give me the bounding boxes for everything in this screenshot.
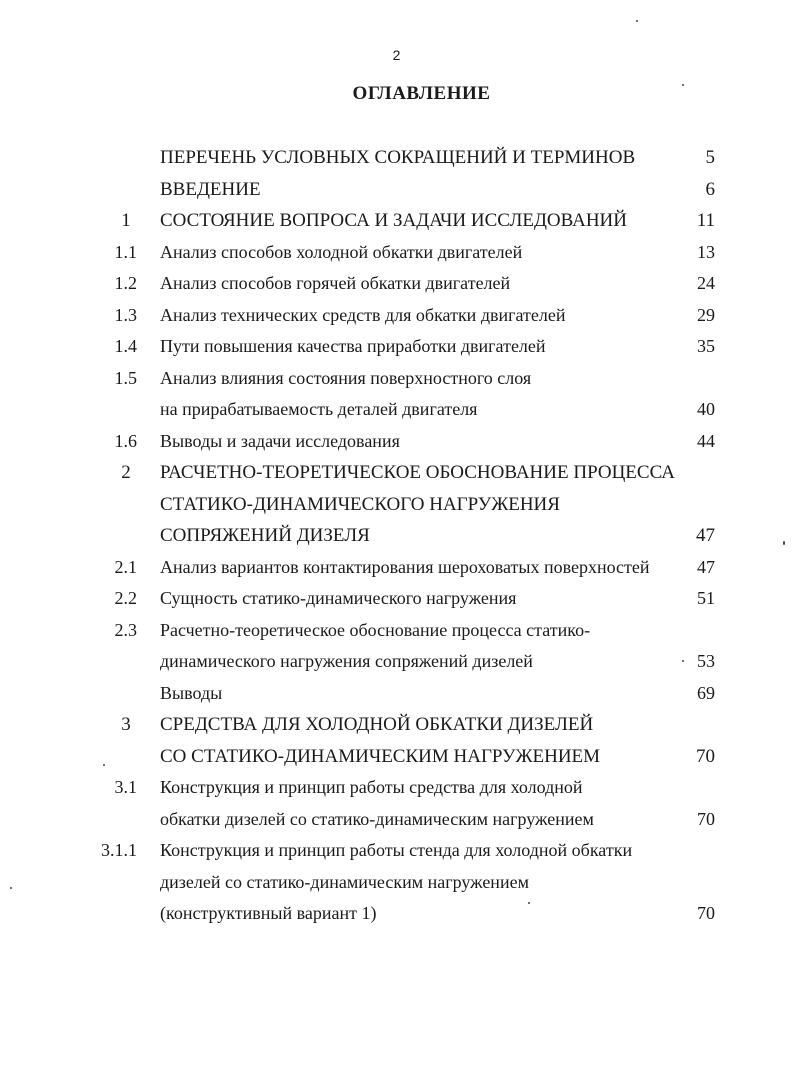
toc-entry: [0, 268, 793, 300]
toc-entry-page: 69: [697, 682, 715, 703]
toc-entry-page: 40: [697, 399, 715, 419]
toc-entry-title: РАСЧЕТНО-ТЕОРЕТИЧЕСКОЕ ОБОСНОВАНИЕ ПРОЦЕССА: [160, 462, 676, 483]
toc-entry-title: СРЕДСТВА ДЛЯ ХОЛОДНОЙ ОБКАТКИ ДИЗЕЛЕЙ: [160, 714, 594, 735]
toc-entry-title: Выводы и задачи исследования: [160, 430, 400, 451]
toc-entry: [0, 741, 793, 773]
table-of-contents: [0, 142, 793, 930]
toc-entry: [0, 520, 793, 552]
toc-entry: [0, 804, 793, 836]
toc-entry-number: 1.6: [114, 430, 137, 451]
toc-entry-page: 70: [697, 903, 715, 923]
toc-entry-page: 70: [697, 808, 715, 829]
toc-entry-page: 70: [696, 745, 715, 767]
toc-entry: [0, 772, 793, 804]
toc-entry-page: 11: [696, 210, 715, 231]
toc-entry-page: 35: [697, 336, 715, 356]
toc-entry: [0, 552, 793, 584]
toc-entry-page: 47: [696, 525, 715, 546]
toc-entry: [0, 709, 793, 741]
toc-entry-title: СО СТАТИКО-ДИНАМИЧЕСКИМ НАГРУЖЕНИЕМ: [160, 745, 601, 767]
toc-entry-page: 29: [697, 304, 715, 325]
toc-entry: [0, 394, 793, 426]
toc-entry: [0, 615, 793, 647]
toc-entry-page: 13: [697, 241, 715, 262]
toc-entry: [0, 174, 793, 206]
toc-entry-title: Конструкция и принцип работы средства для холодной: [160, 777, 583, 797]
toc-entry: [0, 835, 793, 867]
toc-entry: [0, 489, 793, 521]
page-title: ОГЛАВЛЕНИЕ: [352, 83, 491, 104]
toc-entry-number: 3.1: [114, 777, 137, 797]
toc-entry-number: 3: [121, 714, 131, 735]
toc-entry: [0, 142, 793, 174]
scan-speck: [103, 764, 105, 766]
toc-entry-number: 1.5: [114, 367, 137, 388]
toc-entry-number: 1.2: [114, 273, 137, 293]
toc-entry: [0, 363, 793, 395]
toc-entry: [0, 205, 793, 237]
toc-entry: [0, 300, 793, 332]
toc-entry-number: 2.1: [114, 556, 137, 577]
toc-entry-number: 1.1: [114, 241, 137, 262]
toc-entry-title: Анализ технических средств для обкатки двигателей: [160, 304, 566, 325]
toc-entry-title: Анализ вариантов контактирования шероховатых поверхностей: [160, 556, 650, 577]
scan-speck: [682, 84, 684, 86]
toc-entry-page: 6: [705, 178, 715, 200]
toc-entry-title: СОПРЯЖЕНИЙ ДИЗЕЛЯ: [160, 525, 370, 546]
toc-entry-title: СОСТОЯНИЕ ВОПРОСА И ЗАДАЧИ ИССЛЕДОВАНИЙ: [160, 210, 628, 231]
toc-entry-number: 1.3: [114, 304, 137, 325]
page-number: 2: [392, 47, 401, 63]
toc-entry: [0, 678, 793, 710]
toc-entry-title: на прирабатываемость деталей двигателя: [160, 399, 478, 419]
toc-entry-title: ВВЕДЕНИЕ: [160, 178, 261, 200]
toc-entry: [0, 583, 793, 615]
toc-entry: [0, 898, 793, 930]
scan-speck: [636, 20, 638, 22]
toc-entry: [0, 331, 793, 363]
toc-entry-title: Анализ влияния состояния поверхностного слоя: [160, 367, 532, 388]
toc-entry-page: 53: [697, 651, 715, 671]
scan-speck: [528, 902, 530, 904]
toc-entry: [0, 457, 793, 489]
toc-entry-number: 3.1.1: [101, 840, 137, 860]
toc-entry-number: 1: [121, 210, 131, 231]
toc-entry-number: 2: [121, 462, 131, 483]
scan-speck: [10, 887, 12, 889]
toc-entry: [0, 237, 793, 269]
toc-entry-number: 1.4: [114, 336, 137, 356]
toc-entry-page: 44: [697, 430, 715, 451]
toc-entry-title: обкатки дизелей со статико-динамическим нагружением: [160, 808, 594, 829]
toc-entry-title: динамического нагружения сопряжений дизелей: [160, 651, 533, 671]
toc-entry-title: Сущность статико-динамического нагружения: [160, 588, 517, 608]
toc-entry-title: Конструкция и принцип работы стенда для холодной обкатки: [160, 840, 633, 860]
toc-entry-page: 47: [697, 556, 715, 577]
toc-entry-title: Выводы: [160, 682, 223, 703]
toc-entry: [0, 646, 793, 678]
scan-speck: [783, 541, 785, 545]
toc-entry-title: (конструктивный вариант 1): [160, 903, 377, 923]
toc-entry-title: Расчетно-теоретическое обоснование процесса статико-: [160, 619, 591, 640]
toc-entry-title: ПЕРЕЧЕНЬ УСЛОВНЫХ СОКРАЩЕНИЙ И ТЕРМИНОВ: [160, 147, 636, 168]
toc-entry-title: дизелей со статико-динамическим нагружением: [160, 871, 529, 892]
toc-entry-number: 2.2: [114, 588, 137, 608]
toc-entry: [0, 426, 793, 458]
toc-entry-number: 2.3: [114, 619, 137, 640]
toc-entry-title: СТАТИКО-ДИНАМИЧЕСКОГО НАГРУЖЕНИЯ: [160, 493, 560, 515]
toc-entry-title: Анализ способов горячей обкатки двигателей: [160, 273, 511, 293]
toc-entry-page: 24: [697, 273, 715, 293]
scan-speck: [682, 660, 684, 662]
toc-entry-page: 5: [705, 147, 715, 168]
toc-entry-page: 51: [697, 588, 715, 608]
toc-entry-title: Анализ способов холодной обкатки двигателей: [160, 241, 523, 262]
toc-entry-title: Пути повышения качества приработки двигателей: [160, 336, 546, 356]
toc-entry: [0, 867, 793, 899]
